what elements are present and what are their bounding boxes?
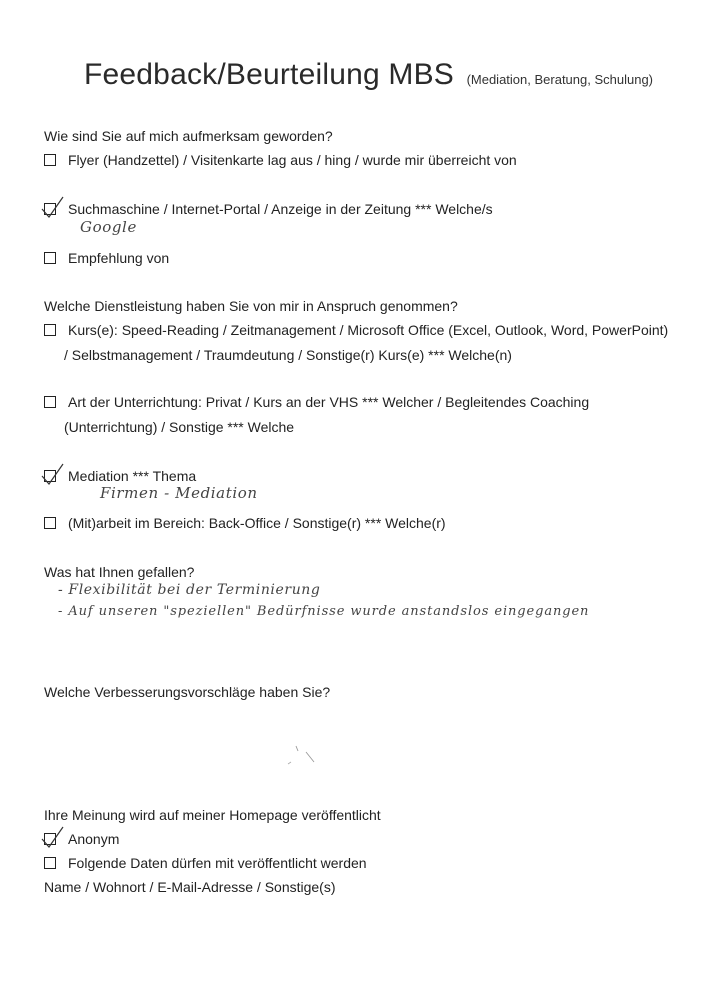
option-anonym[interactable] xyxy=(44,831,119,847)
checkbox-flyer[interactable] xyxy=(44,154,56,166)
question-improvements: Welche Verbesserungsvorschläge haben Sie? xyxy=(44,684,331,700)
question-publish: Ihre Meinung wird auf meiner Homepage veröffentlicht xyxy=(44,807,381,823)
option-flyer[interactable] xyxy=(44,152,517,168)
answer-mediation-topic: Firmen - Mediation xyxy=(100,484,258,502)
option-art[interactable] xyxy=(44,394,589,410)
option-recommendation-label: Empfehlung von xyxy=(68,250,170,266)
checkbox-mitarbeit[interactable] xyxy=(44,517,56,529)
pen-mark xyxy=(282,742,322,772)
option-recommendation[interactable] xyxy=(44,250,169,266)
checkmark-icon xyxy=(39,462,65,488)
answer-liked-line-2: - Auf unseren "speziellen" Bedürfnisse wurde anstandslos eingegangen xyxy=(58,604,590,619)
option-art-label: Art der Unterrichtung: xyxy=(68,394,202,410)
option-publish-data-label: Folgende Daten dürfen mit veröffentlicht werden xyxy=(68,855,367,871)
question-service: Welche Dienstleistung haben Sie von mir in Anspruch genommen? xyxy=(44,298,458,314)
option-mitarbeit-label: (Mit)arbeit im Bereich: Back-Office / Sonstige(r) *** Welche(r) xyxy=(68,515,446,531)
option-flyer-label: Flyer (Handzettel) / Visitenkarte lag aus / hing / wurde mir überreicht von xyxy=(68,152,517,168)
form-title-main: Feedback/Beurteilung MBS xyxy=(84,58,455,91)
answer-liked-line-1: - Flexibilität bei der Terminierung xyxy=(58,582,321,598)
publish-fields: Name / Wohnort / E-Mail-Adresse / Sonstige(s) xyxy=(44,879,336,895)
option-mediation[interactable] xyxy=(44,468,196,484)
checkbox-publish-data[interactable] xyxy=(44,857,56,869)
form-title xyxy=(84,58,653,92)
checkbox-search-checked[interactable] xyxy=(44,203,56,215)
option-anonym-label: Anonym xyxy=(68,831,120,847)
option-kurs-continuation: / Selbstmanagement / Traumdeutung / Sonstige(r) Kurs(e) *** Welche(n) xyxy=(64,347,512,363)
answer-search-engine: Google xyxy=(80,218,137,236)
option-art-continuation: (Unterrichtung) / Sonstige *** Welche xyxy=(64,419,295,435)
option-publish-data[interactable] xyxy=(44,855,367,871)
option-mitarbeit[interactable] xyxy=(44,515,446,531)
checkbox-art[interactable] xyxy=(44,396,56,408)
checkbox-kurs[interactable] xyxy=(44,324,56,336)
option-kurs[interactable] xyxy=(44,322,668,338)
checkbox-mediation-checked[interactable] xyxy=(44,470,56,482)
option-search-label: Suchmaschine / Internet-Portal / Anzeige in der Zeitung *** Welche/s xyxy=(68,201,493,217)
checkmark-icon xyxy=(39,195,65,221)
option-kurs-text: Speed-Reading / Zeitmanagement / Microsoft Office (Excel, Outlook, Word, PowerPoint) xyxy=(121,322,669,338)
question-how-found: Wie sind Sie auf mich aufmerksam geworden? xyxy=(44,128,333,144)
option-art-text: Privat / Kurs an der VHS *** Welcher / Begleitendes Coaching xyxy=(205,394,590,410)
checkbox-anonym-checked[interactable] xyxy=(44,833,56,845)
form-title-subtitle: (Mediation, Beratung, Schulung) xyxy=(466,72,654,87)
question-liked: Was hat Ihnen gefallen? xyxy=(44,564,195,580)
checkbox-recommendation[interactable] xyxy=(44,252,56,264)
option-kurs-label: Kurs(e): xyxy=(68,322,118,338)
option-search[interactable] xyxy=(44,201,493,217)
checkmark-icon xyxy=(39,825,65,851)
option-mediation-label: Mediation *** Thema xyxy=(68,468,197,484)
